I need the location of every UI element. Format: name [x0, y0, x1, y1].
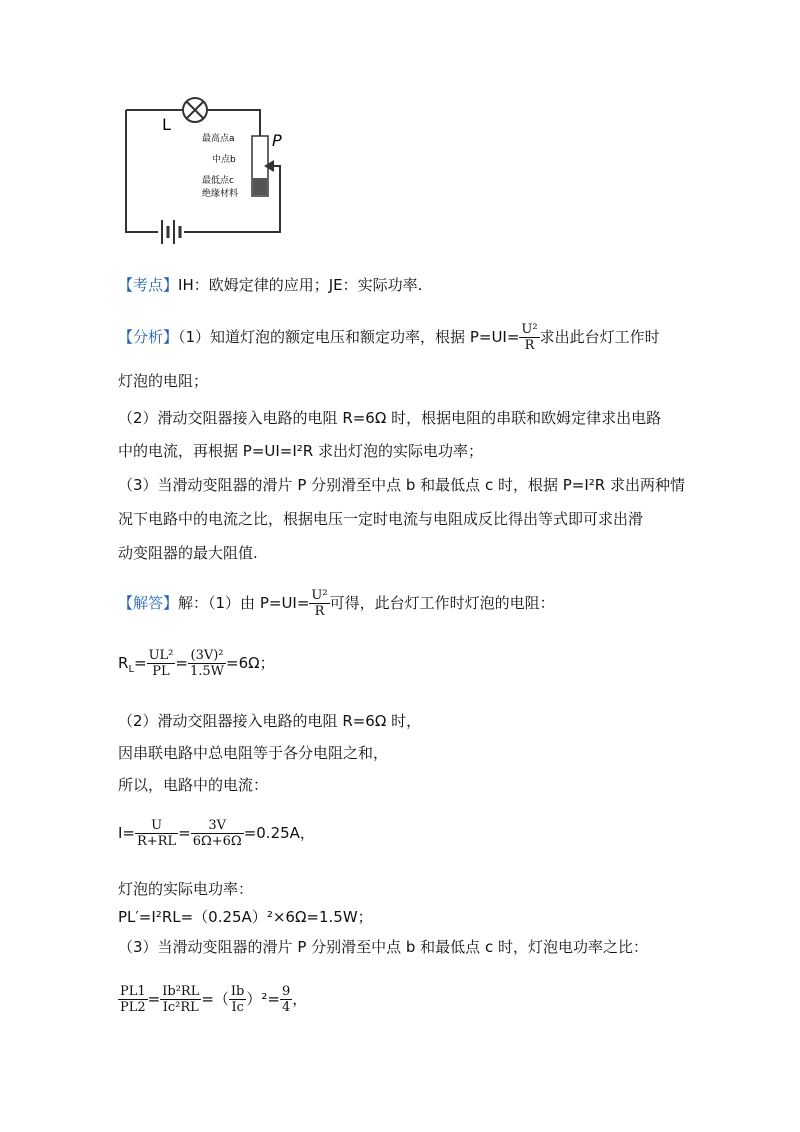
frac-num: Ib — [230, 984, 245, 999]
pointer-label: P — [272, 131, 282, 150]
fenxi-line-2: 灯泡的电阻； — [118, 372, 209, 390]
rail-label-top: 最高点a — [202, 134, 235, 144]
jieda-line-2: （2）滑动交阻器接入电路的电阻 R=6Ω 时， — [118, 712, 422, 730]
frac-num: PL1 — [120, 984, 146, 999]
lamp-label: L — [162, 115, 171, 134]
frac-den: R+RL — [137, 834, 177, 849]
frac-den: PL2 — [120, 1000, 146, 1015]
frac-den: Ic²RL — [162, 1000, 199, 1015]
i-fraction-1 — [135, 818, 178, 849]
fenxi-l1-post: 求出此台灯工作时 — [539, 328, 660, 346]
jieda-line-1 — [118, 588, 555, 619]
frac-num: 9 — [281, 984, 291, 999]
frac-num: UL² — [148, 648, 174, 663]
fenxi-l1-pre: （1）知道灯泡的额定电压和额定功率，根据 P=UI= — [178, 328, 520, 346]
ratio-equation: $\frac{PL1}{PL2}$ = $\frac{\text{Ib²RL}}{\text{Ic²RL}}$ =（ $\frac{Ib}{Ic}$ ）²= $\frac{9}{4}$ ， — [120, 984, 308, 1015]
jieda-power-fraction — [309, 588, 329, 619]
rl-result: =6Ω； — [226, 654, 275, 672]
ratio-fraction-2 — [160, 984, 201, 1015]
frac-den: PL — [152, 664, 170, 679]
frac-num: U² — [311, 588, 328, 603]
battery-symbol — [162, 220, 180, 244]
jieda-line-5: 灯泡的实际电功率： — [118, 880, 254, 898]
kaodian-line — [118, 274, 422, 296]
i-result: =0.25A， — [243, 824, 315, 842]
fenxi-line-5: （3）当滑动变阻器的滑片 P 分别滑至中点 b 和最低点 c 时，根据 P=I²R 求出两种情 — [118, 476, 685, 494]
i-lhs: I= — [118, 824, 135, 842]
ratio-fraction-3 — [229, 984, 246, 1015]
rail-label-mid: 中点b — [212, 155, 236, 165]
frac-num: U² — [521, 322, 538, 337]
frac-den: Ic — [231, 1000, 244, 1015]
fenxi-line-3: （2）滑动交阻器接入电路的电阻 R=6Ω 时，根据电阻的串联和欧姆定律求出电路 — [118, 409, 662, 427]
rail-label-insulator: 绝缘材料 — [202, 189, 239, 199]
kaodian-text: IH：欧姆定律的应用；JE：实际功率. — [178, 276, 423, 294]
ratio-fraction-1 — [118, 984, 148, 1015]
jieda-tag: 【解答】 — [118, 594, 179, 612]
rl-fraction-2 — [188, 648, 226, 679]
jieda-line-3: 因串联电路中总电阻等于各分电阻之和， — [118, 744, 389, 762]
jieda-l1-post: 可得，此台灯工作时灯泡的电阻： — [329, 594, 555, 612]
kaodian-tag: 【考点】 — [118, 276, 179, 294]
frac-den: 4 — [281, 1000, 291, 1015]
frac-num: U — [135, 818, 178, 834]
lamp-symbol — [183, 98, 207, 122]
rl-lhs-sub: L — [128, 664, 135, 675]
frac-den: 6Ω+6Ω — [192, 834, 242, 849]
jieda-line-4: 所以，电路中的电流： — [118, 776, 269, 794]
fenxi-line-7: 动变阻器的最大阻值. — [118, 544, 258, 562]
jieda-l1-pre: 解：（1）由 P=UI= — [178, 594, 310, 612]
frac-den: 1.5W — [189, 664, 225, 679]
jieda-line-7: （3）当滑动变阻器的滑片 P 分别滑至中点 b 和最低点 c 时，灯泡电功率之比： — [118, 938, 648, 956]
frac-num: (3V)² — [188, 648, 226, 664]
fenxi-power-fraction — [519, 322, 539, 353]
ratio-end: ， — [292, 990, 308, 1008]
rail-label-bottom: 最低点c — [202, 176, 234, 186]
ratio-paren-open: （ — [213, 990, 229, 1008]
frac-den: R — [524, 338, 535, 353]
i-fraction-2 — [191, 818, 244, 849]
frac-den: R — [314, 604, 325, 619]
frac-num: Ib²RL — [162, 984, 200, 999]
fenxi-tag: 【分析】 — [118, 328, 179, 346]
fenxi-line-4: 中的电流，再根据 P=UI=I²R 求出灯泡的实际电功率； — [118, 442, 483, 460]
frac-num: 3V — [191, 818, 244, 834]
fenxi-line-6: 况下电路中的电流之比，根据电压一定时电流与电阻成反比得出等式即可求出滑 — [118, 510, 644, 528]
ratio-fraction-4 — [280, 984, 292, 1015]
rl-equation: $R_L=$ $\frac{\text{UL²}}{PL}$ = $\frac{\text{(3V)²}}{1.5W}$ =6Ω； — [118, 648, 275, 679]
current-equation: I= $\frac{U}{R+RL}$ = $\frac{3V}{6\Omega+6\Omega}$ =0.25A， — [118, 818, 315, 849]
jieda-line-6: PL′=I²RL=（0.25A）²×6Ω=1.5W； — [118, 908, 373, 926]
circuit-diagram — [112, 92, 302, 252]
fenxi-line-1 — [118, 322, 660, 353]
rl-lhs: R — [118, 654, 129, 672]
rl-fraction-1 — [147, 648, 176, 679]
ratio-paren-close: ）²= — [246, 990, 280, 1008]
